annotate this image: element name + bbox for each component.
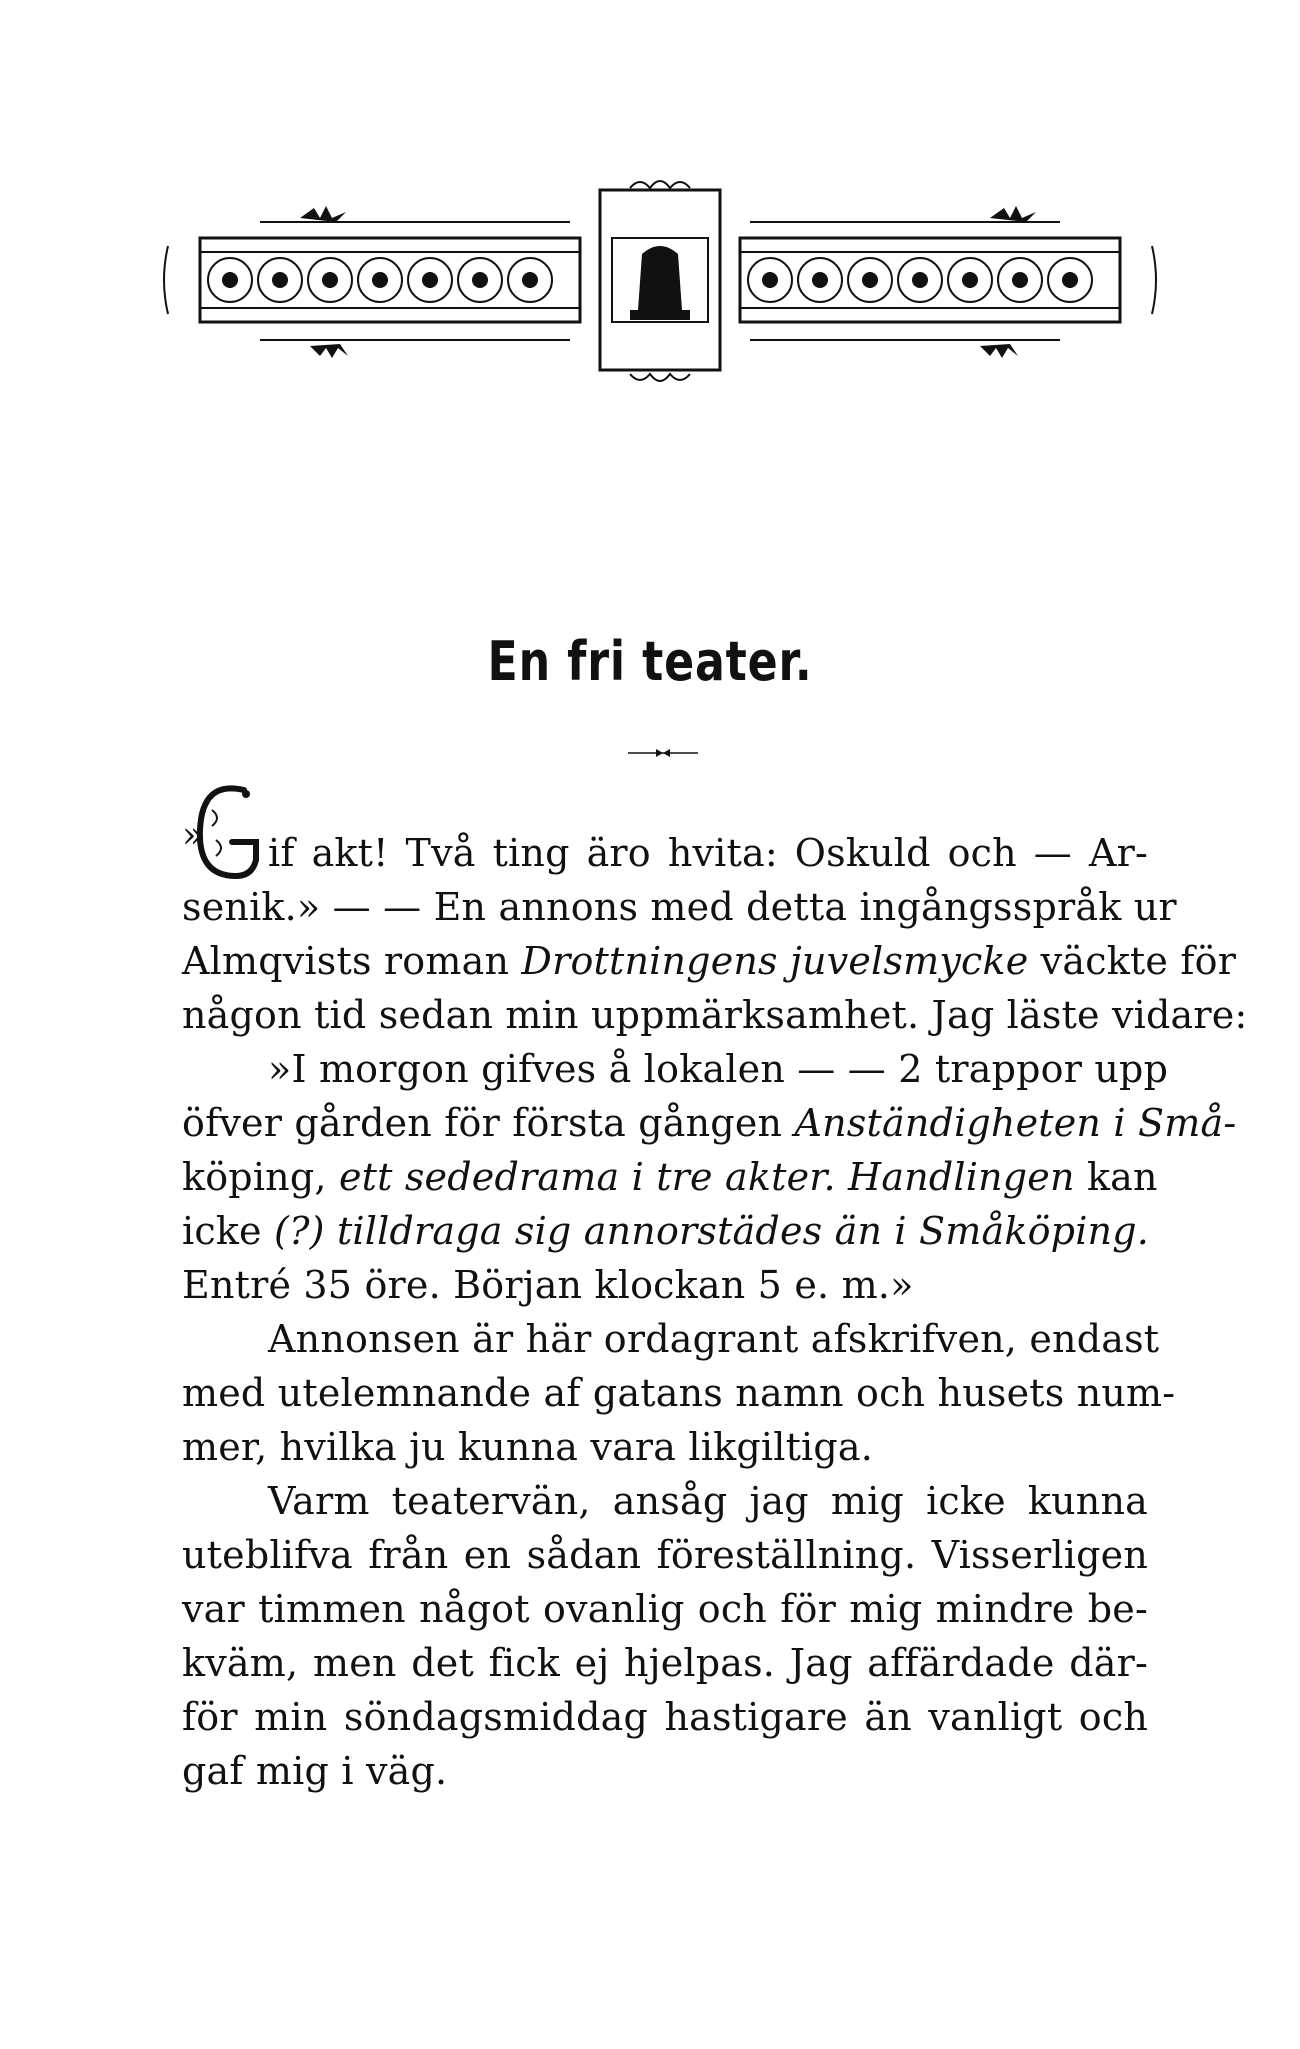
body-text [182, 826, 1248, 1798]
text-line [182, 1474, 1148, 1528]
text-run: Varm teatervän, ansåg jag mig icke kunna [268, 1479, 1148, 1523]
text-line [182, 1366, 1176, 1420]
text-run: Entré 35 öre. Början klockan 5 e. m.» [182, 1263, 914, 1307]
text-run: icke [182, 1209, 262, 1253]
chapter-title: En fri teater. [487, 630, 813, 693]
text-line [182, 1420, 1148, 1474]
text-line [182, 1690, 1148, 1744]
text-run: för min söndagsmiddag hastigare än vanligt och [182, 1695, 1148, 1739]
text-line [182, 1312, 1160, 1366]
text-line [182, 1150, 1158, 1204]
text-run: öfver gården för första gången [182, 1101, 795, 1145]
small-title-rule-icon [628, 748, 698, 758]
text-line [182, 1636, 1148, 1690]
drop-cap-open-quote: » [182, 815, 205, 856]
text-line [182, 988, 1248, 1042]
text-run: if akt! Två ting äro hvita: Oskuld och — Ar- [268, 831, 1148, 875]
text-run: Annonsen är här ordagrant afskrifven, endast [268, 1317, 1160, 1361]
text-line [182, 934, 1237, 988]
text-line [182, 826, 1148, 880]
ornamental-header-with-lyre-icon [160, 160, 1160, 400]
text-run: någon tid sedan min uppmärksamhet. Jag läste vidare: [182, 993, 1248, 1037]
text-run: köping, [182, 1155, 327, 1199]
text-line [182, 1258, 1148, 1312]
text-line [182, 1096, 1237, 1150]
text-run: kan [1086, 1155, 1158, 1199]
text-line [182, 880, 1177, 934]
text-run: mer, hvilka ju kunna vara likgiltiga. [182, 1425, 874, 1469]
text-run: Almqvists roman [182, 939, 522, 983]
text-run: senik.» — — En annons med detta ingångsspråk ur [182, 885, 1177, 929]
italic-text: Drottningens juvelsmycke [521, 939, 1029, 983]
italic-text: Anständigheten i Små- [794, 1101, 1237, 1145]
italic-text: ett sededrama i tre akter. Handlingen [326, 1155, 1087, 1199]
text-line [182, 1582, 1148, 1636]
text-run: var timmen något ovanlig och för mig mindre be- [182, 1587, 1148, 1631]
text-run: väckte för [1028, 939, 1237, 983]
text-line [182, 1204, 1148, 1258]
italic-text: (?) tilldraga sig annorstädes än i Småköping. [261, 1209, 1150, 1253]
text-line [182, 1042, 1169, 1096]
text-run: kväm, men det fick ej hjelpas. Jag affärdade där- [182, 1641, 1148, 1685]
text-run: uteblifva från en sådan föreställning. Visserligen [182, 1533, 1148, 1577]
text-line [182, 1528, 1148, 1582]
text-run: med utelemnande af gatans namn och husets num- [182, 1371, 1176, 1415]
text-run: gaf mig i väg. [182, 1749, 448, 1793]
text-line [182, 1744, 1148, 1798]
text-run: »I morgon gifves å lokalen — — 2 trappor upp [268, 1047, 1169, 1091]
